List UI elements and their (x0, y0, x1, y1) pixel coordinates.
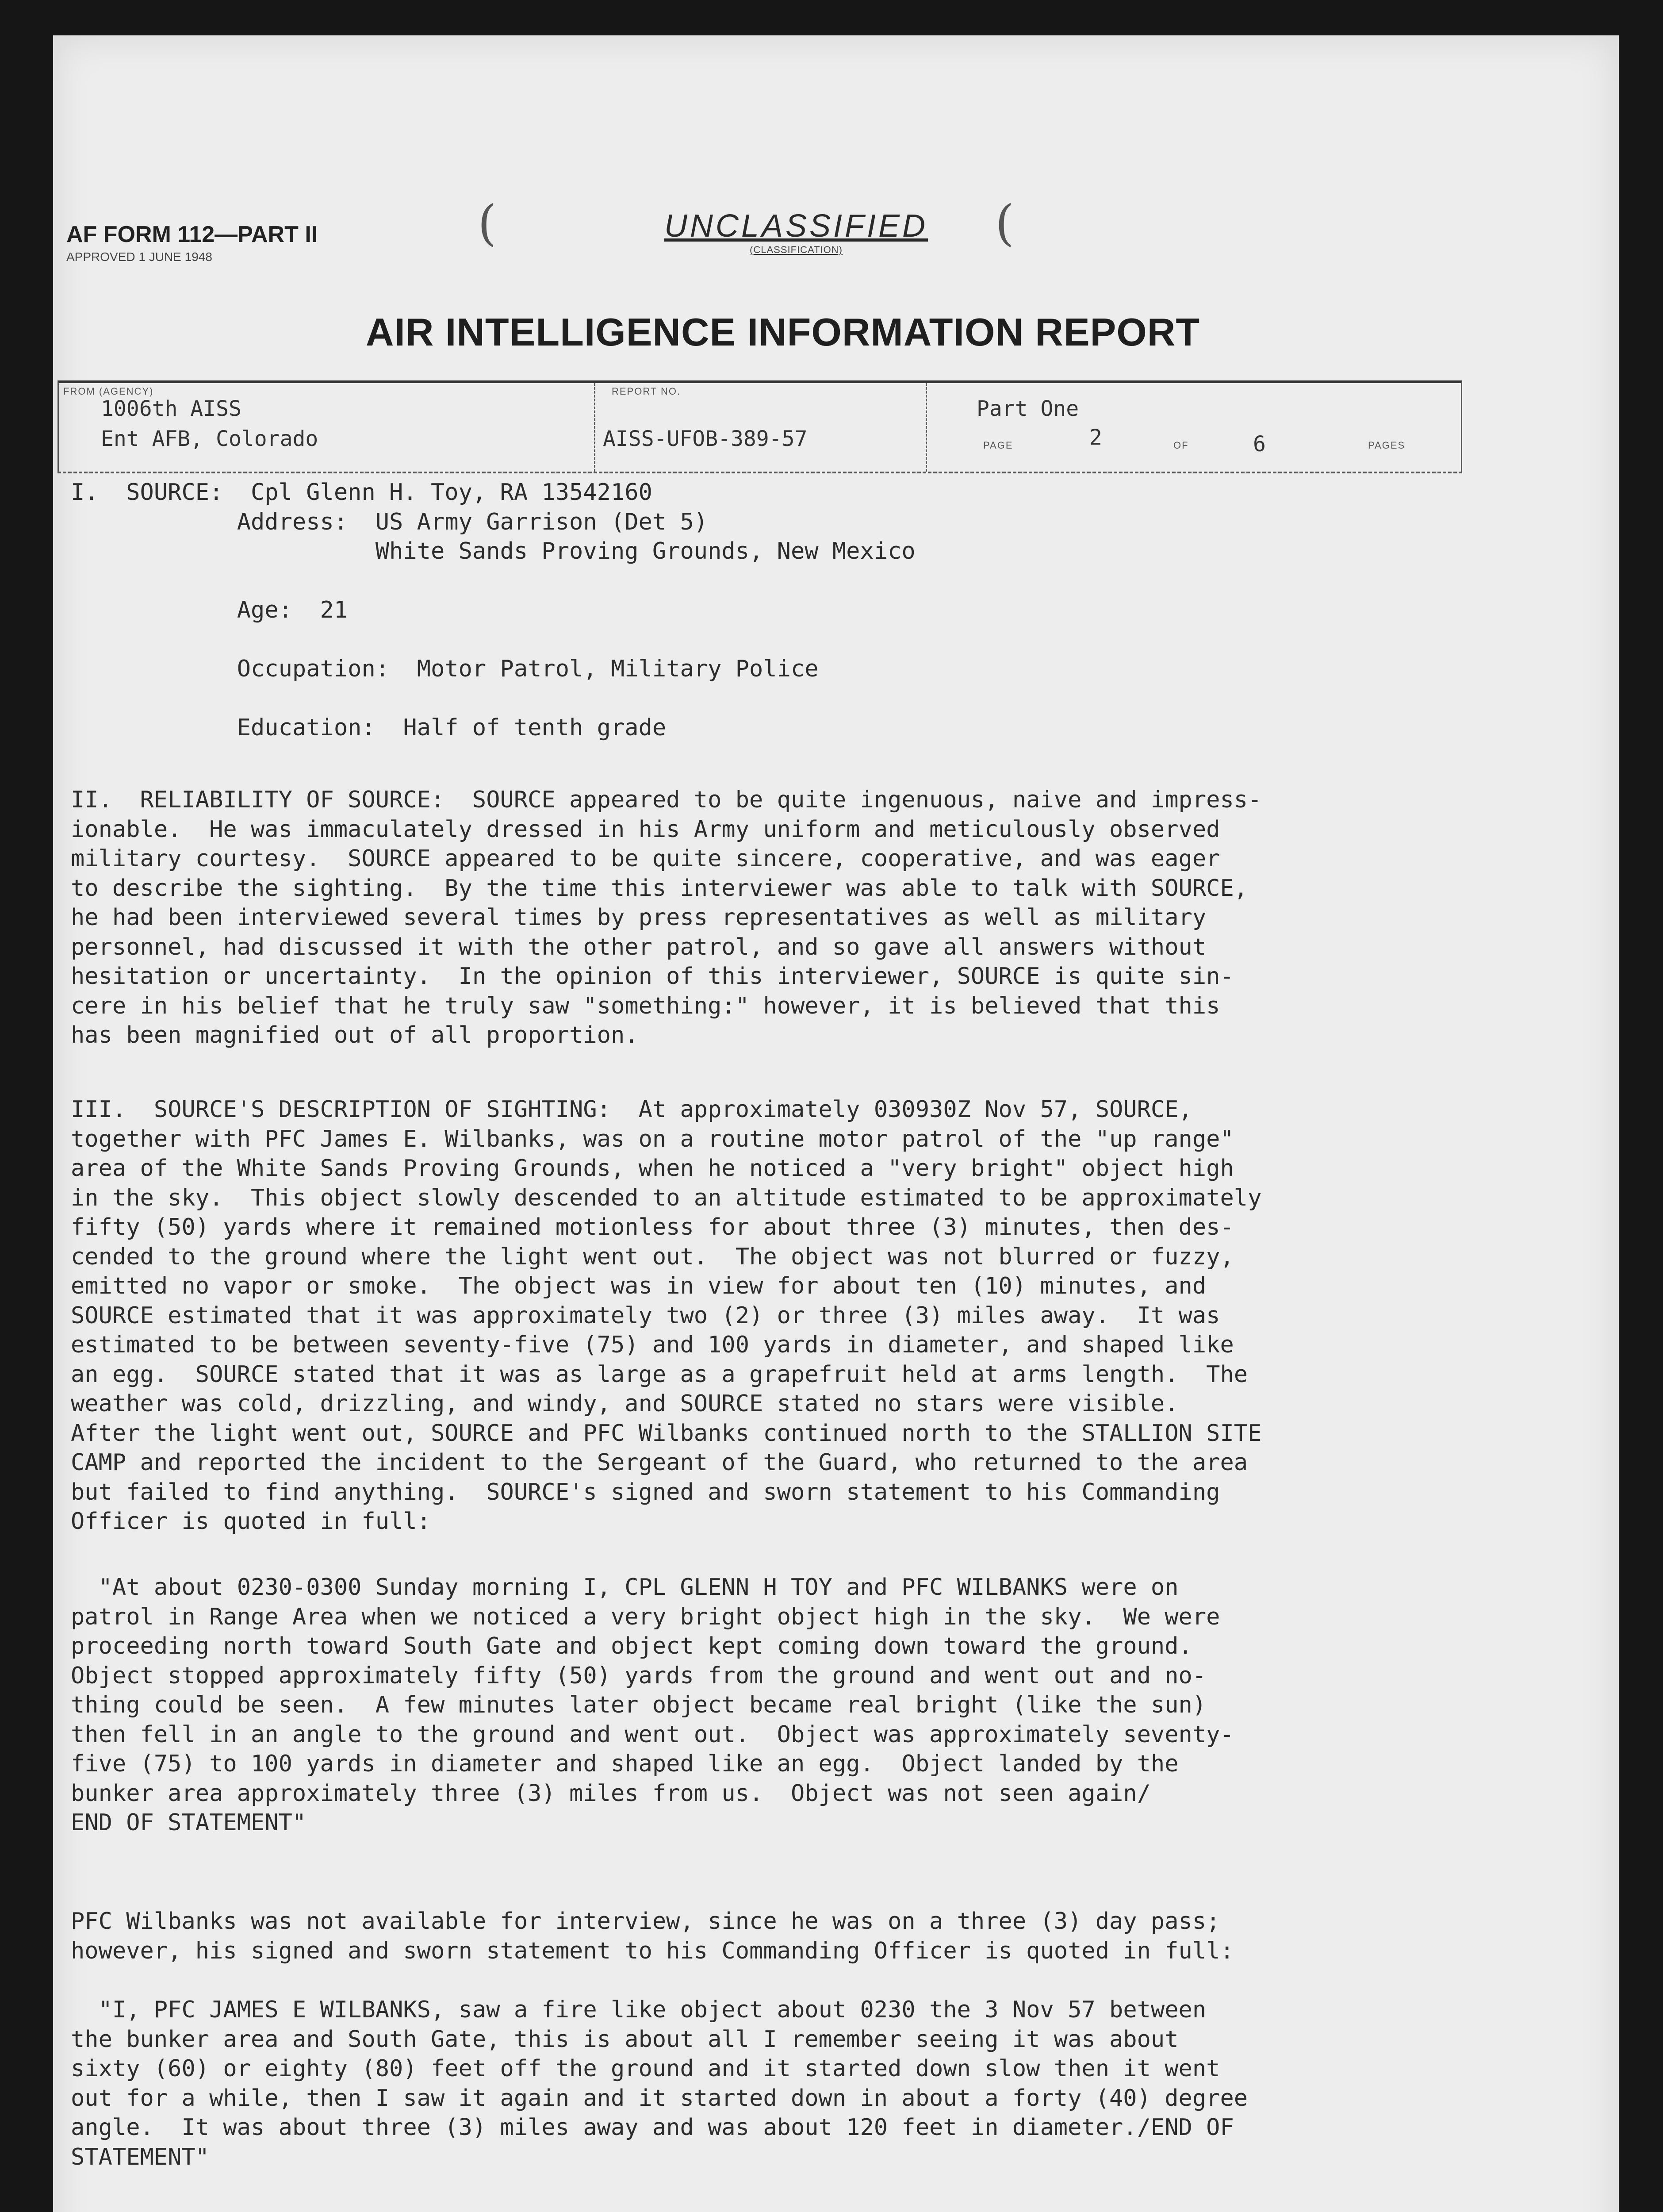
punch-hole-mark-right: ( (995, 195, 1014, 251)
from-label: FROM (AGENCY) (63, 386, 154, 397)
source-section: I. SOURCE: Cpl Glenn H. Toy, RA 13542160 Address: US Army Garrison (Det 5) White Sands Proving Grounds, New Mexico Age: 21 Occupation: Motor Patrol, Military Police Education: Half of tenth grade (71, 479, 916, 741)
reliability-section: II. RELIABILITY OF SOURCE: SOURCE appeared to be quite ingenuous, naive and impress- ionable. He was immaculately dressed in his Army uniform and meticulously observed military courtesy. SOURCE appeared to be quite sincere, cooperative, and was eager to describe the sighting. By the time this interviewer was able to talk with SOURCE, he had been interviewed several times by press representatives as well as military personnel, had discussed it with the other patrol, and so gave all answers without hesitation or uncertainty. In the opinion of this interviewer, SOURCE is quite sin- cere in his belief that he truly saw "something:" however, it is believed that this has been magnified out of all proportion. (71, 787, 1262, 1048)
report-part: Part One (977, 396, 1079, 421)
report-header-box (57, 380, 1462, 473)
report-no-label: REPORT NO. (612, 386, 681, 397)
wilbanks-statement: "I, PFC JAMES E WILBANKS, saw a fire like object about 0230 the 3 Nov 57 between the bunker area and South Gate, this is about all I remember seeing it was about sixty (60) or eighty (80) feet off the ground and it started down slow then it went out for a while, then I saw it again and it started down in about a forty (40) degree angle. It was about three (3) miles away and was about 120 feet in diameter./END OF STATEMENT" (71, 1997, 1248, 2170)
total-pages: 6 (1253, 432, 1266, 457)
punch-hole-mark-left: ( (478, 195, 497, 251)
page-number: 2 (1089, 425, 1102, 450)
report-number: AISS-UFOB-389-57 (603, 426, 808, 451)
form-approved-date: APPROVED 1 JUNE 1948 (66, 250, 212, 264)
page-label: PAGE (983, 440, 1013, 451)
wilbanks-availability: PFC Wilbanks was not available for interview, since he was on a three (3) day pass; however, his signed and sworn statement to his Commanding Officer is quoted in full: (71, 1908, 1234, 1964)
toy-statement: "At about 0230-0300 Sunday morning I, CPL GLENN H TOY and PFC WILBANKS were on patrol in Range Area when we noticed a very bright object high in the sky. We were proceeding north toward South Gate and object kept coming down toward the ground. Object stopped approximately fifty (50) yards from the ground and went out and no- thing could be seen. A few minutes later object became real bright (like the sun) then fell in an angle to the ground and went out. Object was approximately seventy- five (75) to 100 yards in diameter and shaped like an egg. Object landed by the bunker area approximately three (3) miles from us. Object was not seen again/ END OF STATEMENT" (71, 1574, 1234, 1836)
from-agency-line1: 1006th AISS (101, 396, 241, 421)
header-divider-1 (594, 383, 595, 472)
sighting-description-section: III. SOURCE'S DESCRIPTION OF SIGHTING: At approximately 030930Z Nov 57, SOURCE, together with PFC James E. Wilbanks, was on a routine motor patrol of the "up range" area of the White Sands Proving Grounds, when he noticed a "very bright" object high in the sky. This object slowly descended to an altitude estimated to be approximately fifty (50) yards where it remained motionless for about three (3) minutes, then des- cended to the ground where the light went out. The object was not blurred or fuzzy, emitted no vapor or smoke. The object was in view for about ten (10) minutes, and SOURCE estimated that it was approximately two (2) or three (3) miles away. It was estimated to be between seventy-five (75) and 100 yards in diameter, and shaped like an egg. SOURCE stated that it was as large as a grapefruit held at arms length. The weather was cold, drizzling, and windy, and SOURCE stated no stars were visible. After the light went out, SOURCE and PFC Wilbanks continued north to the STALLION SITE CAMP and reported the incident to the Sergeant of the Guard, who returned to the area but failed to find anything. SOURCE's signed and sworn statement to his Commanding Officer is quoted in full: (71, 1096, 1262, 1535)
pages-label: PAGES (1368, 440, 1406, 451)
form-id: AF FORM 112—PART II (66, 222, 318, 247)
header-divider-2 (926, 383, 927, 472)
from-agency-line2: Ent AFB, Colorado (101, 426, 318, 451)
classification-top-text: UNCLASSIFIED (664, 208, 928, 244)
of-label: OF (1173, 440, 1189, 451)
classification-caption: (CLASSIFICATION) (750, 244, 843, 255)
classification-top (562, 208, 1031, 256)
report-title: AIR INTELLIGENCE INFORMATION REPORT (365, 310, 1200, 354)
